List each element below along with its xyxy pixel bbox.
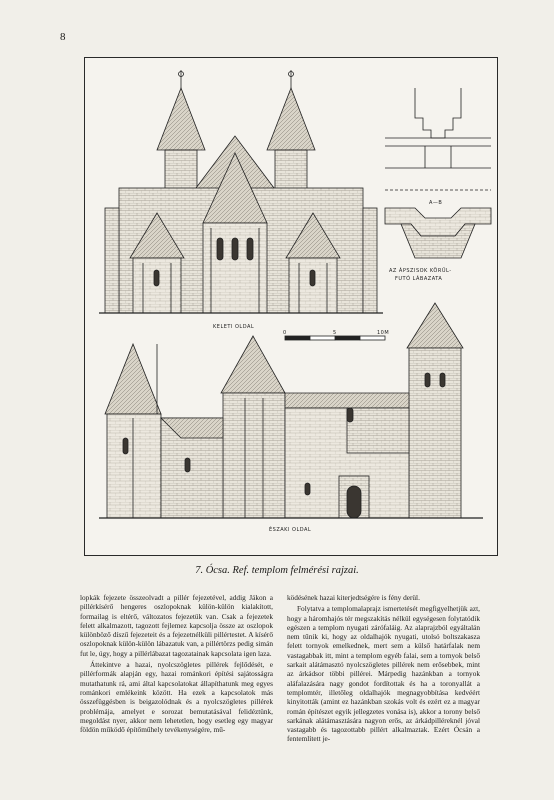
right-column: [287, 593, 480, 793]
detail-caption-line2: FUTÓ LÁBAZATA: [395, 276, 443, 282]
north-elevation: [99, 303, 483, 518]
paragraph: Folytatva a templomalaprajz ismertetését megfigyelhetjük azt, hogy a háromhajós tér megszakítás nélkül egységesen folytatódik egészen a templom nyugati zárófaláig. Az alaprajzból egyáltalán nem tűnik ki, hogy az oldalhajók nyugati, utolsó boltszakasza felett tornyok emelkednek, mert sem a külső határfalak nem vastagabbak itt, mint a templom egyéb falai, sem a tornyok belső sarkait alátámasztó nyolcszögletes pillérek nem erősebbek, mint az árkádsor többi pillérei. Márpedig hazánkban a tornyok aláfalazására nagy gondot fordítottak és ha a toronyallát a templomtér, illetőleg oldalhajók megnagyobbítása kedvéért kinyitották (amint ez hazánkban szokás volt és ezért ez a magyar román építészet egyik jellegzetes vonása is), akkor a torony belső sarkának alátámasztására nagyon erős, az árkádpilléreknél jóval vastagabb és tagozottabb pillért alkalmaztak. Ezért Ócsán a fentemlített je-: [287, 604, 480, 744]
plinth-detail: [385, 88, 491, 258]
left-column: [80, 593, 273, 793]
scale-start: 0: [283, 330, 287, 336]
east-elevation: [99, 70, 383, 313]
paragraph: lopkák fejezete összeolvadt a pillér fejezetével, addig Jákon a pillérkísérő hengeres oszlopoknak külön-külön kialakított, formailag is eltérő, változatos fejezetük van. Csak a fejezetek felett alkalmazott, tagozott fejlemez kapcsolja össze az oszlopok különböző díszű fejezeteit és a fejezetnélküli pillértestet. A kísérő oszlopoknak külön-külön lábazatuk van, a pillértörzs pedig simán fut le, úgy, hogy a pillérlábazat tagozatainak kapcsolata igen laza.: [80, 593, 273, 658]
body-text: [80, 593, 480, 793]
scale-bar: [285, 336, 385, 340]
detail-caption-line1: AZ ÁPSZISOK KÖRÜL-: [389, 268, 452, 274]
scale-end: 10M: [377, 330, 390, 336]
figure-frame: [84, 57, 498, 556]
scale-mid: 5: [333, 330, 337, 336]
north-elevation-label: ÉSZAKI OLDAL: [269, 527, 312, 533]
page-number: 8: [60, 31, 66, 43]
east-elevation-label: KELETI OLDAL: [213, 324, 255, 330]
paragraph: Áttekintve a hazai, nyolcszögletes pillérek fejlődését, e pillérformák alapján egy, hazai románkori építési sajátosságra mutathatunk rá, ami által kapcsolatokat állapíthatunk meg egyes románkori emlékeink között. Ha ezek a kapcsolatok más összefüggésben is beigazolódnak és a nyolcszögletes pillérek problémája, amelyet e sorozat bemutatásával felidéztünk, megoldást nyer, akkor nem lehetetlen, hogy esetleg egy magyar földön működő építőműhely tevékenységére, mű-: [80, 660, 273, 735]
church-survey-drawing: [85, 58, 497, 555]
detail-section-label: A—B: [429, 200, 443, 206]
paragraph: ködésének hazai kiterjedtségére is fény derül.: [287, 593, 420, 602]
figure-caption: 7. Ócsa. Ref. templom felmérési rajzai.: [195, 565, 359, 576]
